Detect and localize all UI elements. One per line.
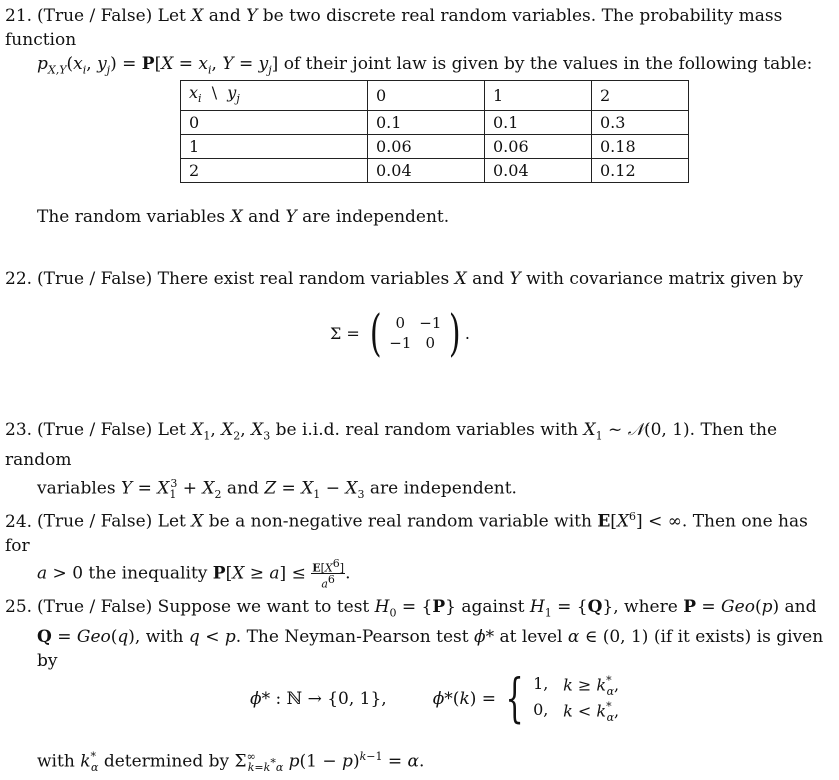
table-corner-cell: $x_i$ \ $y_j$ (181, 81, 368, 111)
pmf-table (180, 80, 689, 183)
case-condition: $k \ge k^*_\alpha$, (563, 674, 620, 698)
question-number: 23. (5, 420, 33, 440)
table-cell: 0.06 (485, 135, 592, 159)
case-value: 0, (533, 700, 549, 719)
question-number: 22. (5, 269, 33, 289)
table-row (181, 111, 689, 135)
question-number: 24. (5, 511, 33, 532)
table-row (181, 135, 689, 159)
question-24: 24. (True / False) Let X be a non-negative real random variable with $E[X^6]$ < ∞. Then one has for a > 0 the inequality P[X ≥ a] ≤ $\frac{E[X^6]}{a^6}$ . (5, 510, 808, 591)
cases (533, 674, 683, 723)
table-cell: 0.12 (592, 159, 689, 183)
table-row-label: 0 (181, 111, 368, 135)
test-definition: ϕ* : ℕ → {0, 1}, ϕ*(k) = { 1, $k \ge k^*_\alpha$, 0, $k < k^*_\alpha$, (250, 670, 683, 728)
table-row-label: 2 (181, 159, 368, 183)
question-22: 22. (True / False) There exist real random variables X and Y with covariance matrix given by (5, 269, 803, 289)
question-number: 21. (5, 6, 33, 26)
question-number: 25. (5, 597, 33, 617)
table-cell: 0.1 (485, 111, 592, 135)
table-row (181, 159, 689, 183)
fraction: $\frac{E[X^6]}{a^6}$ (312, 556, 345, 591)
matrix-cell: 0 (425, 334, 436, 352)
matrix-cell: 0 (395, 314, 406, 332)
table-header-row (181, 81, 689, 111)
question-21 (5, 4, 835, 82)
q21-line1: 21. (True / False) Let X and Y be two discrete real random variables. The probability mass function (5, 6, 783, 50)
case-condition: $k < k^*_\alpha$, (563, 700, 620, 724)
q21-line2: $p_{X,Y}(x_i$, $y_j) = P[X = x_i$, $Y = y_j$] of their joint law is given by the values in the following table: (37, 54, 813, 77)
table-cell: 0.06 (368, 135, 485, 159)
table-row-label: 1 (181, 135, 368, 159)
test-map: ϕ* : ℕ → {0, 1}, (250, 689, 387, 709)
table-cell: 0.04 (485, 159, 592, 183)
table-cell: 0.04 (368, 159, 485, 183)
question-23: 23. (True / False) Let $X_1$, $X_2$, $X_3$ be i.i.d. real random variables with $X_1$ ~ 𝒩(0, 1). Then the random variables $Y = X_1^3 + X_2$ and $Z = X_1 - X_3$ are independent. (5, 420, 778, 502)
case-value: 1, (533, 674, 549, 694)
table-cell: 0.1 (368, 111, 485, 135)
question-25: 25. (True / False) Suppose we want to test $H_0 = \{P\}$ against $H_1 = \{Q\}$, where P = Geo(p) and Q = Geo(q), with q < p. The Neyman-Pearson test ϕ* at level α ∈ (0, 1) (if it exists) is given by (5, 597, 824, 672)
table-header-cell: 0 (368, 81, 485, 111)
matrix-cell: −1 (419, 314, 442, 332)
left-paren: ( (369, 304, 382, 362)
table-cell: 0.18 (592, 135, 689, 159)
matrix-cell: −1 (389, 334, 412, 352)
covariance-matrix: Σ = ( 0 −1 −1 0 ) . (330, 304, 470, 362)
q21-statement: The random variables X and Y are independent. (37, 207, 450, 227)
table-header-cell: 2 (592, 81, 689, 111)
right-paren: ) (449, 304, 461, 362)
q25-last-line: with $k^*_\alpha$ determined by $\Sigma^\infty_{k=k^*\alpha}$ $p(1 - p)^{k-1} = \alpha$. (37, 750, 425, 775)
table-header-cell: 1 (485, 81, 592, 111)
left-brace: { (505, 669, 524, 729)
table-cell: 0.3 (592, 111, 689, 135)
